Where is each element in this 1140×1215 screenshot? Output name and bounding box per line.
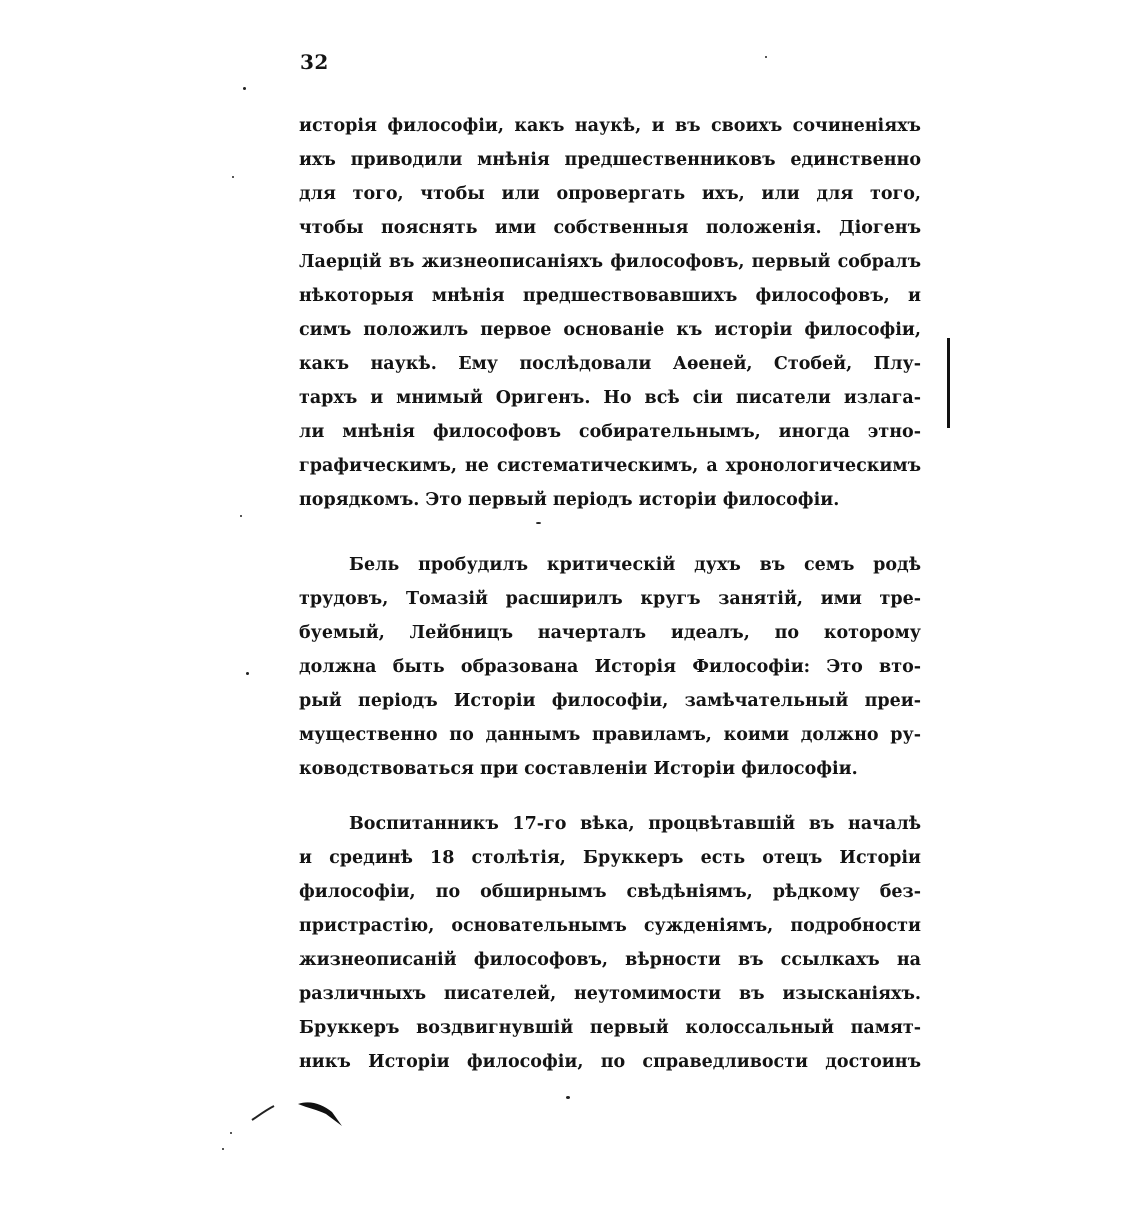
text-line: мущественно по даннымъ правиламъ, коими должно ру- <box>299 725 921 745</box>
text-line: пристрастію, основательнымъ сужденіямъ, подробности <box>299 916 921 936</box>
scan-speck <box>765 56 767 58</box>
text-line: нѣкоторыя мнѣнія предшествовавшихъ философовъ, и <box>299 286 921 306</box>
text-line: жизнеописаній философовъ, вѣрности въ ссылкахъ на <box>299 950 921 970</box>
scan-speck <box>240 515 242 517</box>
text-line: порядкомъ. Это первый періодъ исторіи философіи. <box>299 490 840 510</box>
text-line: различныхъ писателей, неутомимости въ изысканіяхъ. <box>299 984 921 1004</box>
scan-speck <box>566 1096 570 1099</box>
text-line: должна быть образована Исторія Философіи: Это вто- <box>299 657 921 677</box>
text-line: Бель пробудилъ критическій духъ въ семъ родѣ <box>349 555 921 575</box>
paragraph-1 <box>299 109 921 517</box>
text-line: графическимъ, не систематическимъ, а хронологическимъ <box>299 456 921 476</box>
text-line: чтобы пояснять ими собственныя положенія. Діогенъ <box>299 218 921 238</box>
paragraph-2 <box>299 548 921 786</box>
text-line: и срединѣ 18 столѣтія, Бруккеръ есть отецъ Исторіи <box>299 848 921 868</box>
text-line: трудовъ, Томазій расширилъ кругъ занятій, ими тре- <box>299 589 921 609</box>
scan-speck <box>243 87 246 90</box>
text-line: тархъ и мнимый Оригенъ. Но всѣ сіи писатели излага- <box>299 388 921 408</box>
text-line: рый періодъ Исторіи философіи, замѣчательный преи- <box>299 691 921 711</box>
text-line: ихъ приводили мнѣнія предшественниковъ единственно <box>299 150 921 170</box>
text-line: никъ Исторіи философіи, по справедливости достоинъ <box>299 1052 921 1072</box>
text-line: исторія философіи, какъ наукѣ, и въ своихъ сочиненіяхъ <box>299 116 921 136</box>
scan-speck <box>232 176 234 178</box>
text-line: Лаерцій въ жизнеописаніяхъ философовъ, первый собралъ <box>299 252 921 272</box>
text-line: ли мнѣнія философовъ собирательнымъ, иногда этно- <box>299 422 921 442</box>
scan-smudge <box>250 1104 276 1124</box>
scan-speck <box>230 1132 232 1134</box>
scan-margin-mark <box>947 338 950 428</box>
scan-smudge <box>296 1098 348 1130</box>
text-line: симъ положилъ первое основаніе къ исторіи философіи, <box>299 320 921 340</box>
scan-speck <box>246 672 249 675</box>
text-line: философіи, по обширнымъ свѣдѣніямъ, рѣдкому без- <box>299 882 921 902</box>
text-line: ководствоваться при составленіи Исторіи философіи. <box>299 759 858 779</box>
scan-speck <box>222 1148 224 1150</box>
text-line: Воспитанникъ 17-го вѣка, процвѣтавшій въ началѣ <box>349 814 921 834</box>
text-line: Бруккеръ воздвигнувшій первый колоссальный памят- <box>299 1018 921 1038</box>
scan-speck <box>536 522 541 524</box>
page-number: 32 <box>300 50 329 74</box>
paragraph-3 <box>299 807 921 1079</box>
text-line: буемый, Лейбницъ начерталъ идеалъ, по которому <box>299 623 921 643</box>
text-line: какъ наукѣ. Ему послѣдовали Аѳеней, Стобей, Плу- <box>299 354 921 374</box>
text-line: для того, чтобы или опровергать ихъ, или для того, <box>299 184 921 204</box>
